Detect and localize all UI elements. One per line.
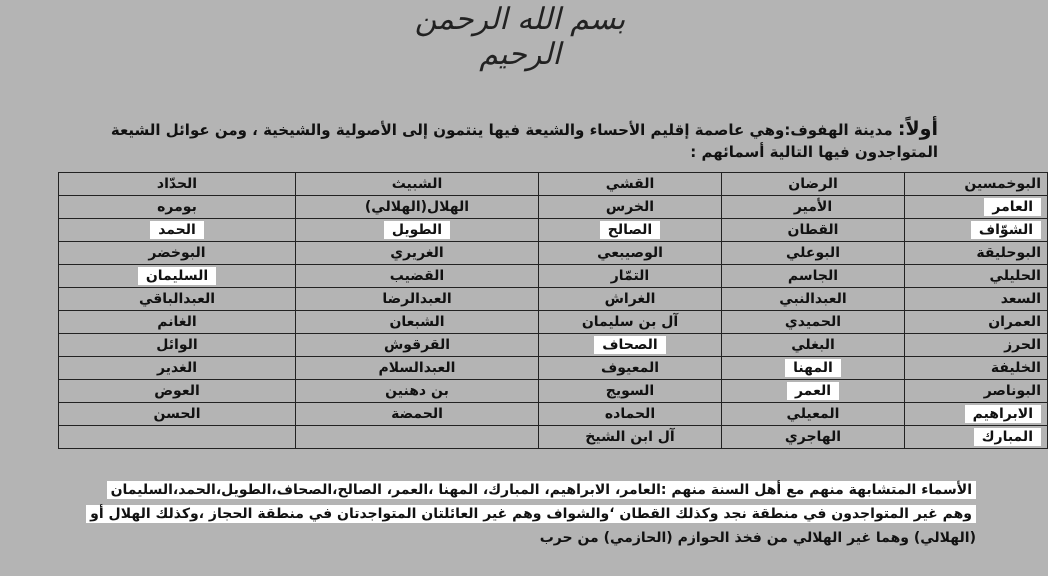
section-lead: أولاً:	[897, 118, 938, 140]
family-name: الحميدي	[784, 314, 842, 330]
table-cell	[722, 265, 905, 288]
family-name: الجاسم	[787, 268, 839, 284]
table-row	[59, 265, 1048, 288]
table-cell	[722, 426, 905, 449]
family-name: الخرس	[605, 199, 655, 215]
table-cell	[539, 219, 722, 242]
family-name: المبارك	[974, 428, 1041, 446]
table-cell	[539, 403, 722, 426]
table-row	[59, 403, 1048, 426]
table-row	[59, 426, 1048, 449]
family-name: الغراش	[604, 291, 656, 307]
table-cell	[905, 426, 1048, 449]
table-cell	[296, 265, 539, 288]
family-name: الأمير	[793, 199, 833, 215]
family-name: الحدّاد	[156, 176, 198, 192]
family-name: السعد	[1000, 291, 1041, 307]
table-cell	[905, 242, 1048, 265]
family-name: العامر	[984, 198, 1041, 216]
notes-line-3: (الهلالي) وهما غير الهلالي من فخذ الحوازم (الحازمي) من حرب	[539, 530, 976, 546]
family-name: آل بن سليمان	[581, 314, 679, 330]
family-name: آل ابن الشيخ	[585, 429, 675, 445]
table-cell	[722, 173, 905, 196]
table-cell	[59, 242, 296, 265]
family-name: الهاجري	[784, 429, 842, 445]
family-name: القضيب	[389, 268, 445, 284]
family-name: العبدالنبي	[779, 291, 847, 307]
family-name: المهنا	[785, 359, 841, 377]
family-name: الحليلي	[989, 268, 1041, 284]
table-cell	[539, 288, 722, 311]
table-cell	[59, 219, 296, 242]
table-cell	[905, 311, 1048, 334]
table-cell	[722, 311, 905, 334]
table-cell	[539, 357, 722, 380]
table-row	[59, 311, 1048, 334]
table-cell	[539, 173, 722, 196]
family-name: الحسن	[153, 406, 201, 422]
family-name: البوحليقة	[976, 245, 1041, 261]
family-name: الشبيث	[391, 176, 443, 192]
family-name: القشي	[605, 176, 655, 192]
family-name: المعيلي	[786, 406, 840, 422]
table-row	[59, 173, 1048, 196]
table-cell	[905, 357, 1048, 380]
family-name: الشوّاف	[971, 221, 1041, 239]
table-cell	[59, 173, 296, 196]
family-names-table	[58, 172, 1048, 449]
table-cell	[905, 265, 1048, 288]
table-cell	[905, 219, 1048, 242]
table-cell	[722, 219, 905, 242]
table-cell	[59, 265, 296, 288]
family-name: بن دهنين	[385, 383, 449, 399]
family-name: الحمد	[150, 221, 204, 239]
table-row	[59, 242, 1048, 265]
table-cell	[59, 403, 296, 426]
family-name: الرضان	[788, 176, 838, 192]
family-name: البوخضر	[148, 245, 206, 261]
family-name: السليمان	[138, 267, 216, 285]
table-cell	[539, 196, 722, 219]
table-cell	[59, 426, 296, 449]
table-cell	[539, 265, 722, 288]
table-cell	[722, 357, 905, 380]
table-cell	[296, 288, 539, 311]
table-cell	[722, 380, 905, 403]
table-cell	[722, 288, 905, 311]
table-row	[59, 380, 1048, 403]
table-cell	[296, 357, 539, 380]
table-cell	[59, 196, 296, 219]
table-cell	[59, 357, 296, 380]
table-cell	[296, 311, 539, 334]
family-name: العوض	[154, 383, 200, 399]
family-name: الصالح	[600, 221, 660, 239]
table-cell	[539, 334, 722, 357]
table-cell	[296, 196, 539, 219]
family-name: البوناصر	[983, 383, 1041, 399]
notes-paragraph	[62, 478, 976, 550]
table-cell	[722, 334, 905, 357]
family-name: البوعلي	[786, 245, 840, 261]
family-name: الغريري	[390, 245, 444, 261]
family-name: التمّار	[610, 268, 650, 284]
table-cell	[296, 173, 539, 196]
family-name: العمران	[988, 314, 1041, 330]
family-name: القرقوش	[383, 337, 451, 353]
basmala-calligraphy: بسم الله الرحمن الرحيم	[414, 2, 626, 72]
family-name: السويج	[605, 383, 655, 399]
table-row	[59, 219, 1048, 242]
family-name: الابراهيم	[965, 405, 1041, 423]
family-name: البوخمسين	[964, 176, 1041, 192]
table-cell	[905, 403, 1048, 426]
family-name: العبدالرضا	[382, 291, 452, 307]
table-cell	[296, 426, 539, 449]
family-name: البغلي	[791, 337, 835, 353]
intro-paragraph	[64, 118, 938, 163]
family-name: العبدالسلام	[378, 360, 456, 376]
table-cell	[722, 196, 905, 219]
table-row	[59, 196, 1048, 219]
table-cell	[296, 334, 539, 357]
family-name: القطان	[787, 222, 839, 238]
family-name: الغدير	[156, 360, 197, 376]
table-cell	[59, 334, 296, 357]
family-name: الصحاف	[594, 336, 665, 354]
table-cell	[59, 288, 296, 311]
table-cell	[539, 311, 722, 334]
table-cell	[59, 380, 296, 403]
table-cell	[905, 334, 1048, 357]
table-cell	[905, 288, 1048, 311]
family-name: المعيوف	[600, 360, 660, 376]
table-cell	[722, 242, 905, 265]
table-cell	[539, 380, 722, 403]
table-cell	[296, 242, 539, 265]
table-cell	[905, 196, 1048, 219]
family-name: الحماده	[604, 406, 656, 422]
table-cell	[296, 219, 539, 242]
family-name: الحمضة	[391, 406, 443, 422]
family-name: العمر	[787, 382, 839, 400]
family-name: الغانم	[157, 314, 197, 330]
family-name: الطويل	[384, 221, 450, 239]
family-name: العبدالباقي	[138, 291, 216, 307]
table-cell	[296, 380, 539, 403]
family-name: بومره	[157, 199, 197, 215]
table-cell	[59, 311, 296, 334]
table-row	[59, 288, 1048, 311]
notes-line-2: وهم غير المتواجدون في منطقة نجد وكذلك القطان ‘والشواف وهم غير العائلتان المتواجدتان في منطقة الحجاز ،وكذلك الهلال أو	[86, 505, 976, 523]
family-name: الوائل	[156, 337, 198, 353]
family-name: الحرز	[1004, 337, 1041, 353]
family-name: الهلال(الهلالي)	[364, 199, 470, 215]
table-cell	[296, 403, 539, 426]
table-row	[59, 357, 1048, 380]
table-cell	[722, 403, 905, 426]
family-name: الخليفة	[990, 360, 1041, 376]
intro-text: مدينة الهفوف:وهي عاصمة إقليم الأحساء والشيعة فيها ينتمون إلى الأصولية والشيخية ، ومن عوائل الشيعة المتواجدون فيها التالية أسمائهم :	[110, 121, 938, 161]
family-name: الوصيبعي	[597, 245, 663, 261]
table-row	[59, 334, 1048, 357]
table-cell	[905, 173, 1048, 196]
table-cell	[539, 242, 722, 265]
table-cell	[539, 426, 722, 449]
table-cell	[905, 380, 1048, 403]
notes-line-1: الأسماء المتشابهة منهم مع أهل السنة منهم :العامر، الابراهيم، المبارك، المهنا ،العمر، الصالح،الصحاف،الطويل،الحمد،السليمان	[107, 481, 976, 499]
family-name: الشبعان	[389, 314, 445, 330]
